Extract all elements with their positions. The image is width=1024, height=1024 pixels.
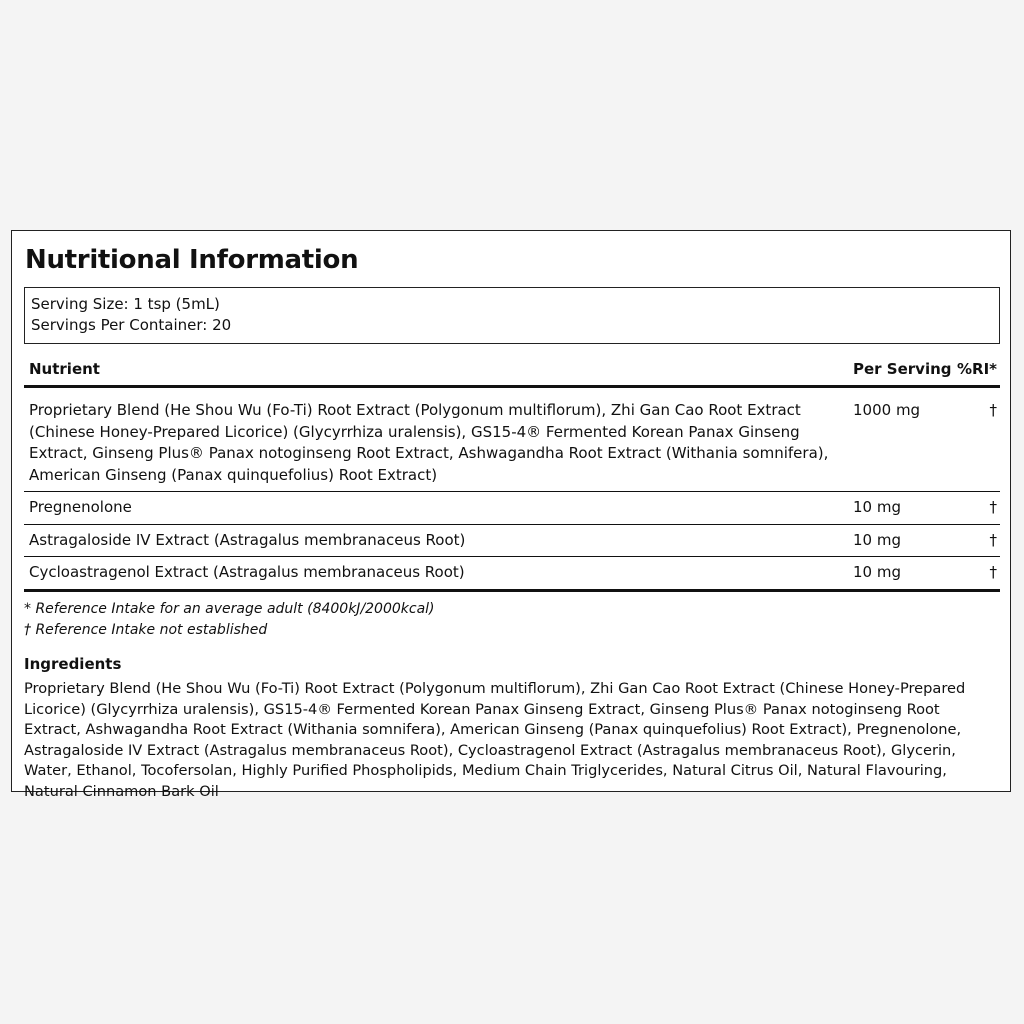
ingredients-text: Proprietary Blend (He Shou Wu (Fo-Ti) Root Extract (Polygonum multiflorum), Zhi Gan Cao Root Extract (Chinese Honey-Prepared Licorice) (Glycyrrhiza uralensis), GS15-4® Fermented Korean Panax Ginseng Extract, Ginseng Plus® Panax notoginseng Root Extract, Ashwagandha Root Extract (Withania somnifera), American Ginseng (Panax quinquefolius) Root Extract), Pregnenolone, Astragaloside IV Extract (Astragalus membranaceus Root), Cycloastragenol Extract (Astragalus membranaceus Root), Glycerin, Water, Ethanol, Tocofersolan, Highly Purified Phospholipids, Medium Chain Triglycerides, Natural Citrus Oil, Natural Flavouring, Natural Cinnamon Bark Oil [24,680,966,800]
nutrient-ri: † [989,498,997,516]
table-row [24,492,1000,525]
nutrient-amount: 1000 mg [853,401,921,419]
table-row [24,525,1000,558]
nutrition-panel [11,230,1011,800]
table-header [24,355,1000,388]
nutrient-name: Proprietary Blend (He Shou Wu (Fo-Ti) Root Extract (Polygonum multiflorum), Zhi Gan Cao Root Extract (Chinese Honey-Prepared Licorice) (Glycyrrhiza uralensis), GS15-4® Fermented Korean Panax Ginseng Extract, Ginseng Plus® Panax notoginseng Root Extract, Ashwagandha Root Extract (Withania somnifera), American Ginseng (Panax quinquefolius) Root Extract) [29,401,829,484]
footnotes [24,599,435,641]
table-row [24,388,1000,492]
nutrient-ri: † [989,530,997,549]
footnote-not-established: † Reference Intake not established [24,622,268,638]
servings-per-container: Servings Per Container: 20 [31,316,232,334]
nutrient-ri: † [989,563,997,581]
nutrient-name: Pregnenolone [29,498,132,516]
page-title: Nutritional Information [25,245,359,275]
nutrient-ri: † [989,401,997,419]
table-row [24,557,1000,592]
nutrient-name: Astragaloside IV Extract (Astragalus membranaceus Root) [29,530,466,549]
header-ri: %RI* [956,360,997,378]
nutrient-amount: 10 mg [853,498,901,516]
ingredients-heading: Ingredients [24,655,122,673]
nutrient-name: Cycloastragenol Extract (Astragalus membranaceus Root) [29,563,465,581]
nutrient-amount: 10 mg [853,563,901,581]
nutrient-table [24,355,1000,592]
header-per-serving: Per Serving [853,360,952,378]
serving-info-box [24,287,1000,344]
footnote-reference-intake: * Reference Intake for an average adult (8400kJ/2000kcal) [24,601,435,617]
nutrient-amount: 10 mg [853,530,901,549]
header-nutrient: Nutrient [29,360,100,378]
serving-size: Serving Size: 1 tsp (5mL) [31,295,220,313]
